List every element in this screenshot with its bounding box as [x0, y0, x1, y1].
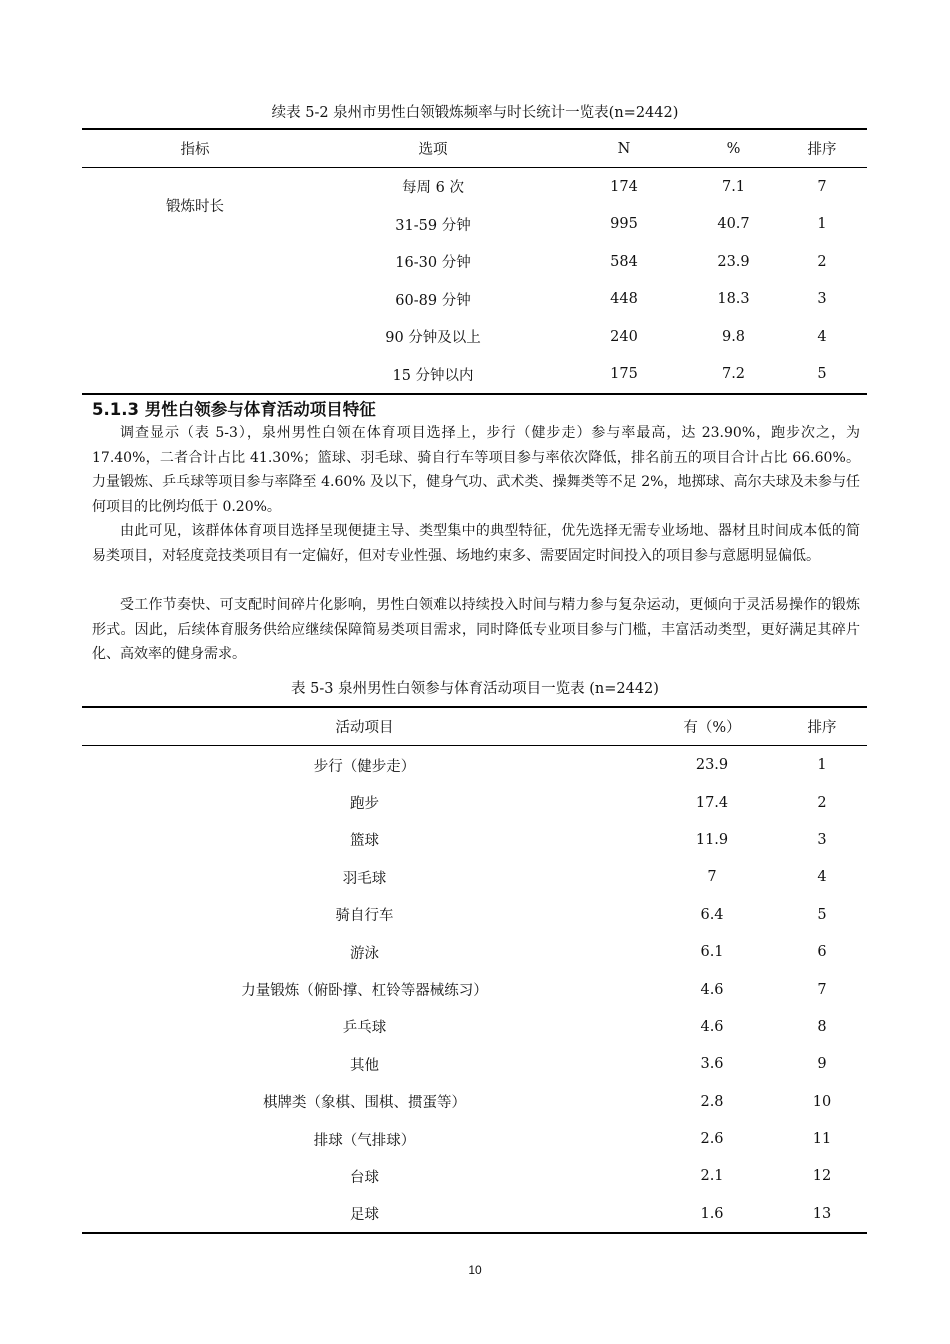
table1-header-indicator: 指标 — [180, 142, 210, 158]
table2 — [82, 708, 867, 745]
table-cell: 174 — [610, 178, 638, 195]
table2-header-activity: 活动项目 — [335, 720, 394, 736]
table-cell: 3 — [817, 291, 827, 308]
paragraph: 由此可见，该群体体育项目选择呈现便捷主导、类型集中的典型特征，优先选择无需专业场地、器材且时间成本低的简易类项目，对轻度竞技类项目有一定偏好，但对专业性强、场地约束多、需要固定时间投入的项目参与意愿明显偏低。 — [92, 523, 860, 564]
table2-header-rank: 排序 — [807, 720, 837, 736]
table-row — [82, 1158, 867, 1195]
table-cell: 11 — [812, 1131, 832, 1148]
table-row — [82, 1046, 867, 1083]
table-cell: 6.4 — [700, 906, 724, 923]
table-row — [82, 896, 867, 933]
table-cell: 8 — [817, 1018, 827, 1035]
table1-header-percent: % — [726, 140, 741, 157]
table-cell: 5 — [817, 906, 827, 923]
table-cell: 篮球 — [350, 833, 379, 850]
table-cell: 乒乓球 — [342, 1020, 387, 1037]
table-row — [82, 859, 867, 896]
table-cell: 6 — [817, 944, 827, 961]
table2-header-percent: 有（%） — [683, 720, 741, 736]
table1-header-option: 选项 — [418, 142, 448, 158]
table-row — [82, 1120, 867, 1157]
table-cell: 995 — [610, 216, 638, 233]
table1-caption: 续表 5-2 泉州市男性白领锻炼频率与时长统计一览表(n=2442) — [271, 105, 679, 121]
table-cell: 11.9 — [695, 831, 729, 848]
table-cell: 6.1 — [700, 944, 724, 961]
table-cell: 2.1 — [700, 1168, 724, 1185]
table-cell: 2 — [817, 253, 827, 270]
table-cell: 9 — [817, 1056, 827, 1073]
table-cell: 其他 — [350, 1057, 379, 1074]
table-row — [82, 933, 867, 970]
page-number: 10 — [468, 1263, 482, 1277]
table-cell: 7.2 — [721, 366, 746, 383]
table-row — [82, 168, 867, 206]
table-cell: 7 — [817, 981, 827, 998]
table-row — [82, 1083, 867, 1120]
table-cell: 棋牌类（象棋、围棋、掼蛋等） — [263, 1095, 466, 1112]
table1-group-label: 锻炼时长 — [166, 199, 224, 215]
table-cell: 17.4 — [695, 794, 729, 811]
table-cell: 13 — [812, 1205, 832, 1222]
paragraph: 受工作节奏快、可支配时间碎片化影响，男性白领难以持续投入时间与精力参与复杂运动，更倾向于灵活易操作的锻炼形式。因此，后续体育服务供给应继续保障简易类项目需求，同时降低专业项目参与门槛，丰富活动类型，更好满足其碎片化、高效率的健身需求。 — [92, 597, 860, 662]
table-cell: 584 — [610, 253, 638, 270]
table-cell: 18.3 — [717, 291, 750, 308]
table-cell: 足球 — [350, 1207, 379, 1224]
table2-body — [82, 747, 867, 1233]
table-cell: 448 — [610, 291, 638, 308]
table-cell: 9.8 — [721, 328, 746, 345]
table-cell: 骑自行车 — [335, 908, 394, 925]
table-cell: 4.6 — [700, 981, 724, 998]
table-row — [82, 821, 867, 858]
table1 — [82, 130, 867, 167]
table2-header-row — [82, 708, 867, 745]
table-cell: 10 — [812, 1093, 832, 1110]
table-cell: 台球 — [350, 1169, 379, 1186]
table-cell: 1 — [817, 757, 827, 774]
table-row — [82, 1008, 867, 1045]
table-row — [82, 1195, 867, 1232]
table-cell: 60-89 分钟 — [395, 292, 471, 309]
table-cell: 15 分钟以内 — [392, 367, 474, 384]
table-row — [82, 747, 867, 784]
table-cell: 16-30 分钟 — [395, 255, 471, 272]
section-heading: 5.1.3 男性白领参与体育活动项目特征 — [92, 400, 376, 419]
table-row — [82, 281, 867, 319]
table-cell: 游泳 — [350, 945, 379, 962]
table-cell: 1 — [817, 216, 827, 233]
table1-bottom-rule — [82, 393, 867, 395]
table1-header-n: N — [617, 140, 631, 157]
table-cell: 23.9 — [695, 757, 729, 774]
table-cell: 40.7 — [717, 216, 750, 233]
table1-body — [82, 168, 867, 393]
table-cell: 4 — [817, 328, 827, 345]
table-cell: 1.6 — [700, 1205, 724, 1222]
table-cell: 2 — [817, 794, 827, 811]
table-cell: 力量锻炼（俯卧撑、杠铃等器械练习） — [241, 983, 488, 1000]
table-row — [82, 971, 867, 1008]
table-row — [82, 356, 867, 394]
table-cell: 240 — [610, 328, 638, 345]
table-cell: 2.6 — [700, 1131, 724, 1148]
table-cell: 3.6 — [700, 1056, 724, 1073]
table-cell: 排球（气排球） — [313, 1132, 416, 1149]
table-row — [82, 784, 867, 821]
table-cell: 175 — [610, 366, 638, 383]
table-cell: 3 — [817, 831, 827, 848]
table-cell: 跑步 — [350, 796, 379, 813]
table-cell: 4 — [817, 869, 827, 886]
table-cell: 7 — [817, 178, 827, 195]
table-cell: 2.8 — [700, 1093, 724, 1110]
table1-header-rank: 排序 — [807, 142, 837, 158]
table-cell: 31-59 分钟 — [395, 217, 471, 234]
table2-caption: 表 5-3 泉州男性白领参与体育活动项目一览表 (n=2442) — [291, 681, 659, 697]
table-cell: 步行（健步走） — [313, 758, 416, 775]
table1-header-row — [82, 130, 867, 167]
table-cell: 5 — [817, 366, 827, 383]
table-cell: 12 — [812, 1168, 832, 1185]
paragraph: 调查显示（表 5-3），泉州男性白领在体育项目选择上，步行（健步走）参与率最高，达 23.90%，跑步次之，为 17.40%，二者合计占比 41.30%；篮球、羽毛球、骑自行车等项目参与率依次降低，排名前五的项目合计占比 66.60%。力量锻炼、乒乓球等项目参与率降至 4.60% 及以下，健身气功、武术类、操舞类等不足 2%，地掷球、高尔夫球及未参与任何项目的比例均低于 0.20%。 — [92, 425, 860, 515]
table-cell: 90 分钟及以上 — [385, 330, 481, 347]
table-cell: 每周 6 次 — [402, 180, 464, 197]
table-row — [82, 243, 867, 281]
table-cell: 7.1 — [721, 178, 746, 195]
table-cell: 23.9 — [717, 253, 750, 270]
table-cell: 4.6 — [700, 1018, 724, 1035]
table2-bottom-rule — [82, 1232, 867, 1234]
table-row — [82, 318, 867, 356]
table-cell: 羽毛球 — [342, 870, 387, 887]
table-cell: 7 — [707, 869, 717, 886]
